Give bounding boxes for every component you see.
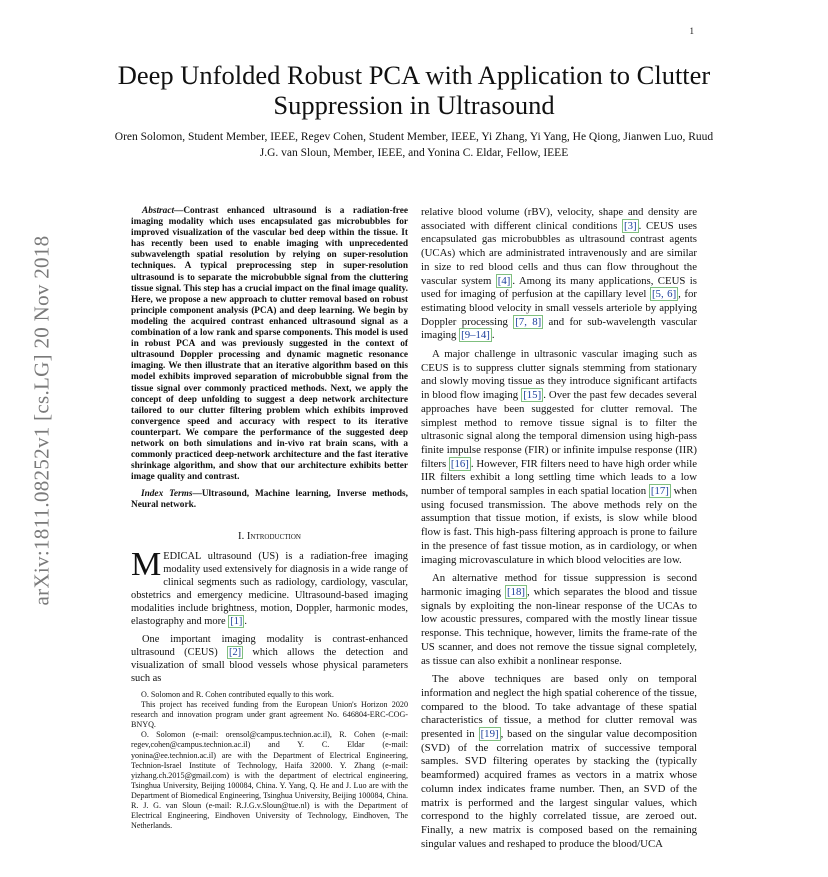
arxiv-stamp[interactable]: arXiv:1811.08252v1 [cs.LG] 20 Nov 2018	[29, 235, 54, 606]
right-paragraph-3	[421, 572, 697, 668]
citation-link[interactable]: [18]	[506, 585, 525, 598]
citation-link[interactable]: [4]	[497, 274, 511, 287]
body-text: , for estimating blood velocity in small vessels arteriole by applying Doppler processing	[421, 288, 697, 328]
intro-paragraph-2	[131, 633, 408, 685]
body-text: An alternative method for tissue suppression is second harmonic imaging	[421, 572, 697, 598]
body-text: .	[491, 329, 495, 342]
body-text: and for sub-wavelength vascular imaging	[421, 315, 697, 342]
citation-link[interactable]: [19]	[480, 728, 499, 741]
page-number: 1	[689, 26, 694, 36]
body-text: . Among its many applications, CEUS is used for imaging of perfusion at the capillary level	[421, 274, 697, 301]
citation-link[interactable]: [5, 6]	[651, 288, 677, 301]
citation-link[interactable]: [7, 8]	[515, 315, 542, 328]
body-text: , based on the singular value decomposition (SVD) of the correlation matrix of successive temporal samples. SVD filtering operates by stacking the (typically beamformed) acquired frames as vectors in a matrix whose column index indicates frame number. Then, an SVD of the matrix is performed and the largest singular values, which correspond to the highly correlated tissue, are zeroed out. Finally, a new matrix is composed based on the remaining singular values and reshaped to produce the blood/UCA	[421, 728, 697, 850]
section-heading: I. Introduction	[238, 530, 301, 542]
intro-text-1-end: .	[244, 616, 247, 628]
body-text: The above techniques are based only on temporal information and neglect the high spatial coherence of the tissue, compared to the blood. To take advantage of these spatial characteristics of tissue, a method for clutter removal was presented in	[421, 673, 697, 741]
body-text: . CEUS uses encapsulated gas microbubbles as ultrasound contrast agents (UCAs) which are administrated intravenously and are similar in size to red blood cells and thus can flow throughout the vascular system	[421, 219, 697, 287]
footnote: O. Solomon (e-mail: orensol@campus.technion.ac.il), R. Cohen (e-mail: regev,cohen@campus.technion.ac.il) and Y. C. Eldar (e-mail: yonina@ee.technion.ac.il) are with the Department of Electrical Engineering, Technion-Israel Institute of Technology, Haifa 32000. Y. Zhang (e-mail: yizhang.ch.2015@gmail.com) is with the department of electrical engineering, Tsinghua University, Beijing 100084, China. Y. Yang, Q. He and J. Luo are with the Department of Biomedical Engineering, Tsinghua University, Beijing 100084, China. R. J. G. van Sloun (e-mail: R.J.G.v.Sloun@tue.nl) is with the Department of Electrical Engineering, Eindhoven University of Technology, Eindhoven, The Netherlands.	[131, 730, 408, 831]
abstract	[131, 206, 408, 483]
index-terms-text: —Ultrasound, Machine learning, Inverse methods, Neural network.	[131, 489, 408, 511]
right-paragraph-2	[421, 348, 697, 567]
citation-link[interactable]: [17]	[650, 485, 669, 498]
body-text: relative blood volume (rBV), velocity, shape and density are associated with different clinical conditions	[421, 206, 697, 232]
right-paragraph-4	[421, 673, 697, 851]
citation-link[interactable]: [1]	[230, 616, 243, 628]
author-list: Oren Solomon, Student Member, IEEE, Regev Cohen, Student Member, IEEE, Yi Zhang, Yi Yang, He Qiong, Jianwen Luo, Ruud J.G. van Sloun, Member, IEEE, and Yonina C. Eldar, Fellow, IEEE	[114, 131, 714, 159]
footnote: O. Solomon and R. Cohen contributed equally to this work.	[141, 690, 334, 699]
citation-link[interactable]: [16]	[450, 457, 469, 470]
drop-cap: M	[131, 545, 162, 583]
body-text: A major challenge in ultrasonic vascular imaging such as CEUS is to suppress clutter signals stemming from stationary and slowly moving tissue as they introduce significant artifacts in blood flow imaging	[421, 348, 697, 402]
citation-link[interactable]: [9–14]	[461, 329, 490, 342]
citation-link[interactable]: [2]	[228, 647, 242, 659]
body-text: when using focused transmission. The above methods rely on the assumption that tissue motion, if exists, is slow while blood flow is fast. This high-pass filtering approach is prone to failure in the presence of fast tissue motion, as in cardiology, or when imaging microvasculature in which blood velocities are low.	[421, 485, 697, 566]
intro-text-2-end: which allows the detection and visualization of small blood vessels whose physical parameters such as	[131, 647, 408, 685]
body-text: . However, FIR filters need to have high order while IIR filters exhibit a long settling time which leads to a low number of temporal samples in each spatial location	[421, 457, 697, 498]
footnotes	[131, 690, 408, 831]
body-text: . Over the past few decades several approaches have been suggested for clutter removal. The simplest method to remove tissue signal is to filter the ultrasonic signal along the temporal dimension using high-pass finite impulse response (FIR) or infinite impulse response (IIR) filters	[421, 389, 697, 470]
abstract-text: —Contrast enhanced ultrasound is a radiation-free imaging modality which uses encapsulated gas microbubbles for improved visualization of the vascular bed deep within the tissue. It has recently been used to enable imaging with unprecedented subwavelength spatial resolution by relying on super-resolution techniques. A typical preprocessing step in super-resolution ultrasound is to separate the microbubble signal from the cluttering tissue signal. This step has a crucial impact on the final image quality. Here, we propose a new approach to clutter removal based on robust principle component analysis (PCA) and deep learning. We begin by modeling the acquired contrast enhanced ultrasound signal as a combination of a low rank and sparse components. This model is used in robust PCA and was previously suggested in the context of ultrasound Doppler processing and dynamic magnetic resonance imaging. We then illustrate that an iterative algorithm based on this model exhibits improved separation of microbubble signal from the tissue signal over commonly practiced methods. Next, we apply the concept of deep unfolding to suggest a deep network architecture tailored to our clutter filtering problem which exhibits improved convergence speed and accuracy with respect to its iterative counterpart. We compare the performance of the suggested deep network on both simulations and in-vivo rat brain scans, with a commonly practiced deep-network architecture and the fast iterative shrinkage algorithm, and show that our architecture exhibits better image quality and contrast.	[131, 206, 408, 483]
intro-text-1: EDICAL ultrasound (US) is a radiation-free imaging modality used extensively for diagnosis in a wide range of clinical segments such as radiology, cardiology, vascular, obstetrics and emergency medicine. Ultrasound-based imaging modalities include brightness, motion, Doppler, harmonic modes, elastography and more	[131, 550, 408, 628]
citation-link[interactable]: [15]	[523, 389, 542, 402]
abstract-label: Abstract	[142, 206, 175, 216]
index-terms-label: Index Terms	[141, 489, 193, 500]
footnote: This project has received funding from the European Union's Horizon 2020 research and innovation program under grant agreement No. 646804-ERC-COG-BNYQ.	[131, 700, 408, 730]
body-text: , which separates the blood and tissue signals by exploiting the non-linear response of the UCAs to low acoustic pressures, compared with the mostly linear tissue response. This technique, however, limits the frame-rate of the US scanner, and does not remove the tissue signal completely, as tissue can also exhibit a nonlinear response.	[421, 585, 697, 667]
citation-link[interactable]: [3]	[624, 219, 637, 232]
right-column	[421, 206, 697, 851]
right-paragraph-1	[421, 206, 697, 343]
index-terms	[131, 489, 408, 511]
intro-paragraph-1	[131, 545, 408, 629]
intro-text-2: One important imaging modality is contrast-enhanced ultrasound (CEUS)	[131, 634, 408, 659]
left-column	[131, 206, 408, 686]
paper-title: Deep Unfolded Robust PCA with Application to Clutter Suppression in Ultrasound	[117, 60, 711, 120]
